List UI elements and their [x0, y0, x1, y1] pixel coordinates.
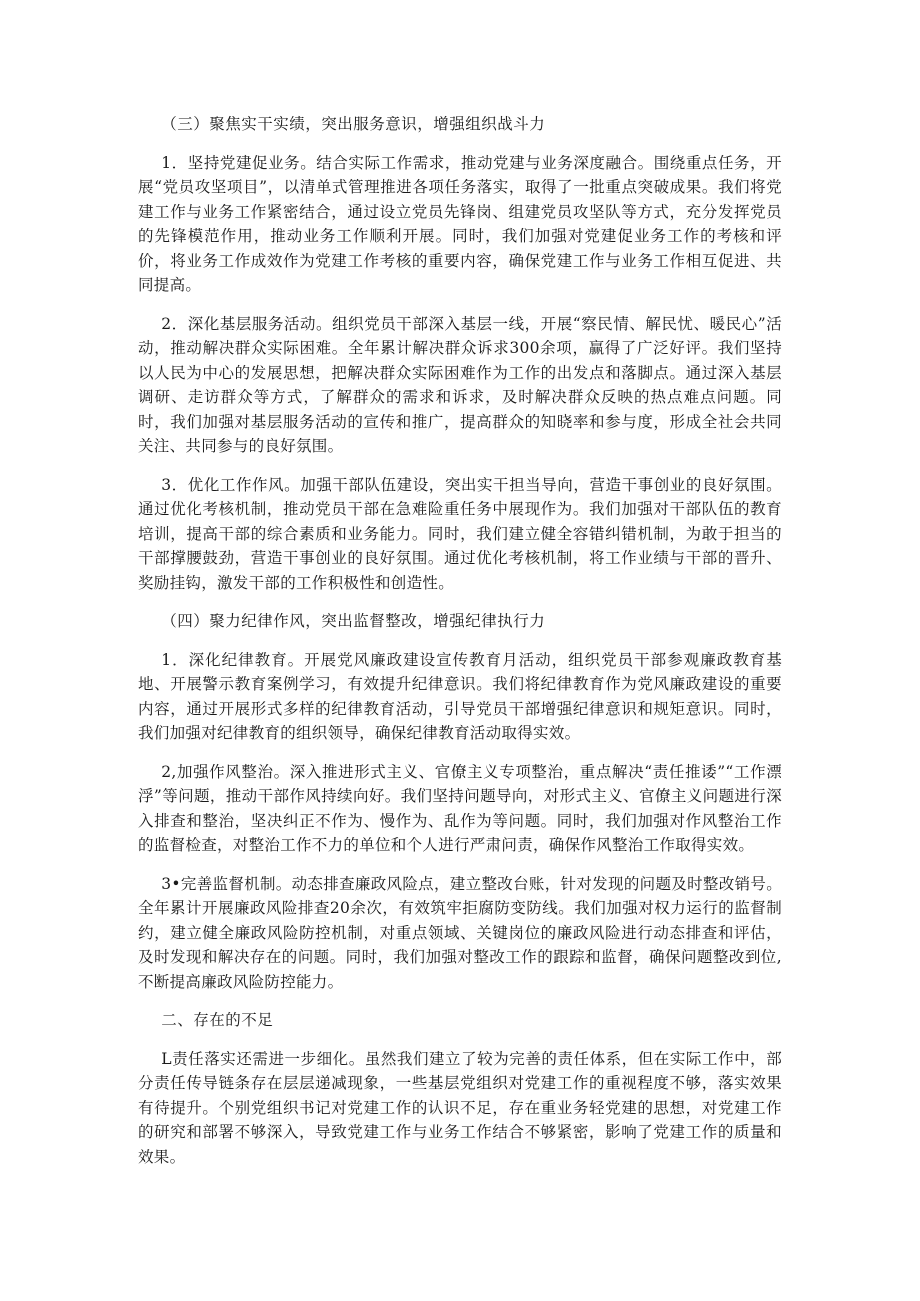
- paragraph-supervision-mechanism: 3•完善监督机制。动态排查廉政风险点，建立整改台账，针对发现的问题及时整改销号。全年累计开展廉政风险排查20余次，有效筑牢拒腐防变防线。我们加强对权力运行的监督制约，建立健全廉政风险防控机制，对重点领域、关键岗位的廉政风险进行动态排查和评估，及时发现和解决存在的问题。同时，我们加强对整改工作的跟踪和监督，确保问题整改到位,不断提高廉政风险防控能力。: [138, 874, 782, 991]
- paragraph-work-style: 3．优化工作作风。加强干部队伍建设，突出实干担当导向，营造干事创业的良好氛围。通过优化考核机制，推动党员干部在急难险重任务中展现作为。我们加强对干部队伍的教育培训，提高干部的综合素质和业务能力。同时，我们建立健全容错纠错机制，为敢于担当的干部撑腰鼓劲，营造干事创业的良好氛围。通过优化考核机制，将工作业绩与干部的晋升、奖励挂钩，激发干部的工作积极性和创造性。: [138, 475, 782, 592]
- section-heading-shortcomings: 二、存在的不足: [161, 1011, 274, 1029]
- paragraph-style-rectification: 2,加强作风整治。深入推进形式主义、官僚主义专项整治，重点解决“责任推诿”“工作漂浮”等问题，推动干部作风持续向好。我们坚持问题导向，对形式主义、官僚主义问题进行深入排查和整治，坚决纠正不作为、慢作为、乱作为等问题。同时，我们加强对作风整治工作的监督检查，对整治工作不力的单位和个人进行严肃问责，确保作风整治工作取得实效。: [138, 762, 782, 854]
- paragraph-grassroots-service: 2．深化基层服务活动。组织党员干部深入基层一线，开展“察民情、解民忧、暖民心”活动，推动解决群众实际困难。全年累计解决群众诉求300余项，赢得了广泛好评。我们坚持以人民为中心的发展思想，把解决群众实际困难作为工作的出发点和落脚点。通过深入基层调研、走访群众等方式，了解群众的需求和诉求，及时解决群众反映的热点难点问题。同时，我们加强对基层服务活动的宣传和推广，提高群众的知晓率和参与度，形成全社会共同关注、共同参与的良好氛围。: [138, 314, 782, 455]
- paragraph-responsibility: L责任落实还需进一步细化。虽然我们建立了较为完善的责任体系，但在实际工作中，部分责任传导链条存在层层递减现象，一些基层党组织对党建工作的重视程度不够，落实效果有待提升。个别党组织书记对党建工作的认识不足，存在重业务轻党建的思想，对党建工作的研究和部署不够深入，导致党建工作与业务工作结合不够紧密，影响了党建工作的质量和效果。: [138, 1049, 782, 1166]
- section-heading-3: （三）聚焦实干实绩，突出服务意识，增强组织战斗力: [161, 115, 546, 133]
- section-heading-4: （四）聚力纪律作风，突出监督整改，增强纪律执行力: [161, 612, 546, 630]
- paragraph-discipline-education: 1．深化纪律教育。开展党风廉政建设宣传教育月活动，组织党员干部参观廉政教育基地、开展警示教育案例学习，有效提升纪律意识。我们将纪律教育作为党风廉政建设的重要内容，通过开展形式多样的纪律教育活动，引导党员干部增强纪律意识和规矩意识。同时，我们加强对纪律教育的组织领导，确保纪律教育活动取得实效。: [138, 650, 782, 742]
- paragraph-party-building-business: 1．坚持党建促业务。结合实际工作需求，推动党建与业务深度融合。围绕重点任务，开展“党员攻坚项目”，以清单式管理推进各项任务落实，取得了一批重点突破成果。我们将党建工作与业务工作紧密结合，通过设立党员先锋岗、组建党员攻坚队等方式，充分发挥党员的先锋模范作用，推动业务工作顺利开展。同时，我们加强对党建促业务工作的考核和评价，将业务工作成效作为党建工作考核的重要内容，确保党建工作与业务工作相互促进、共同提高。: [138, 153, 782, 294]
